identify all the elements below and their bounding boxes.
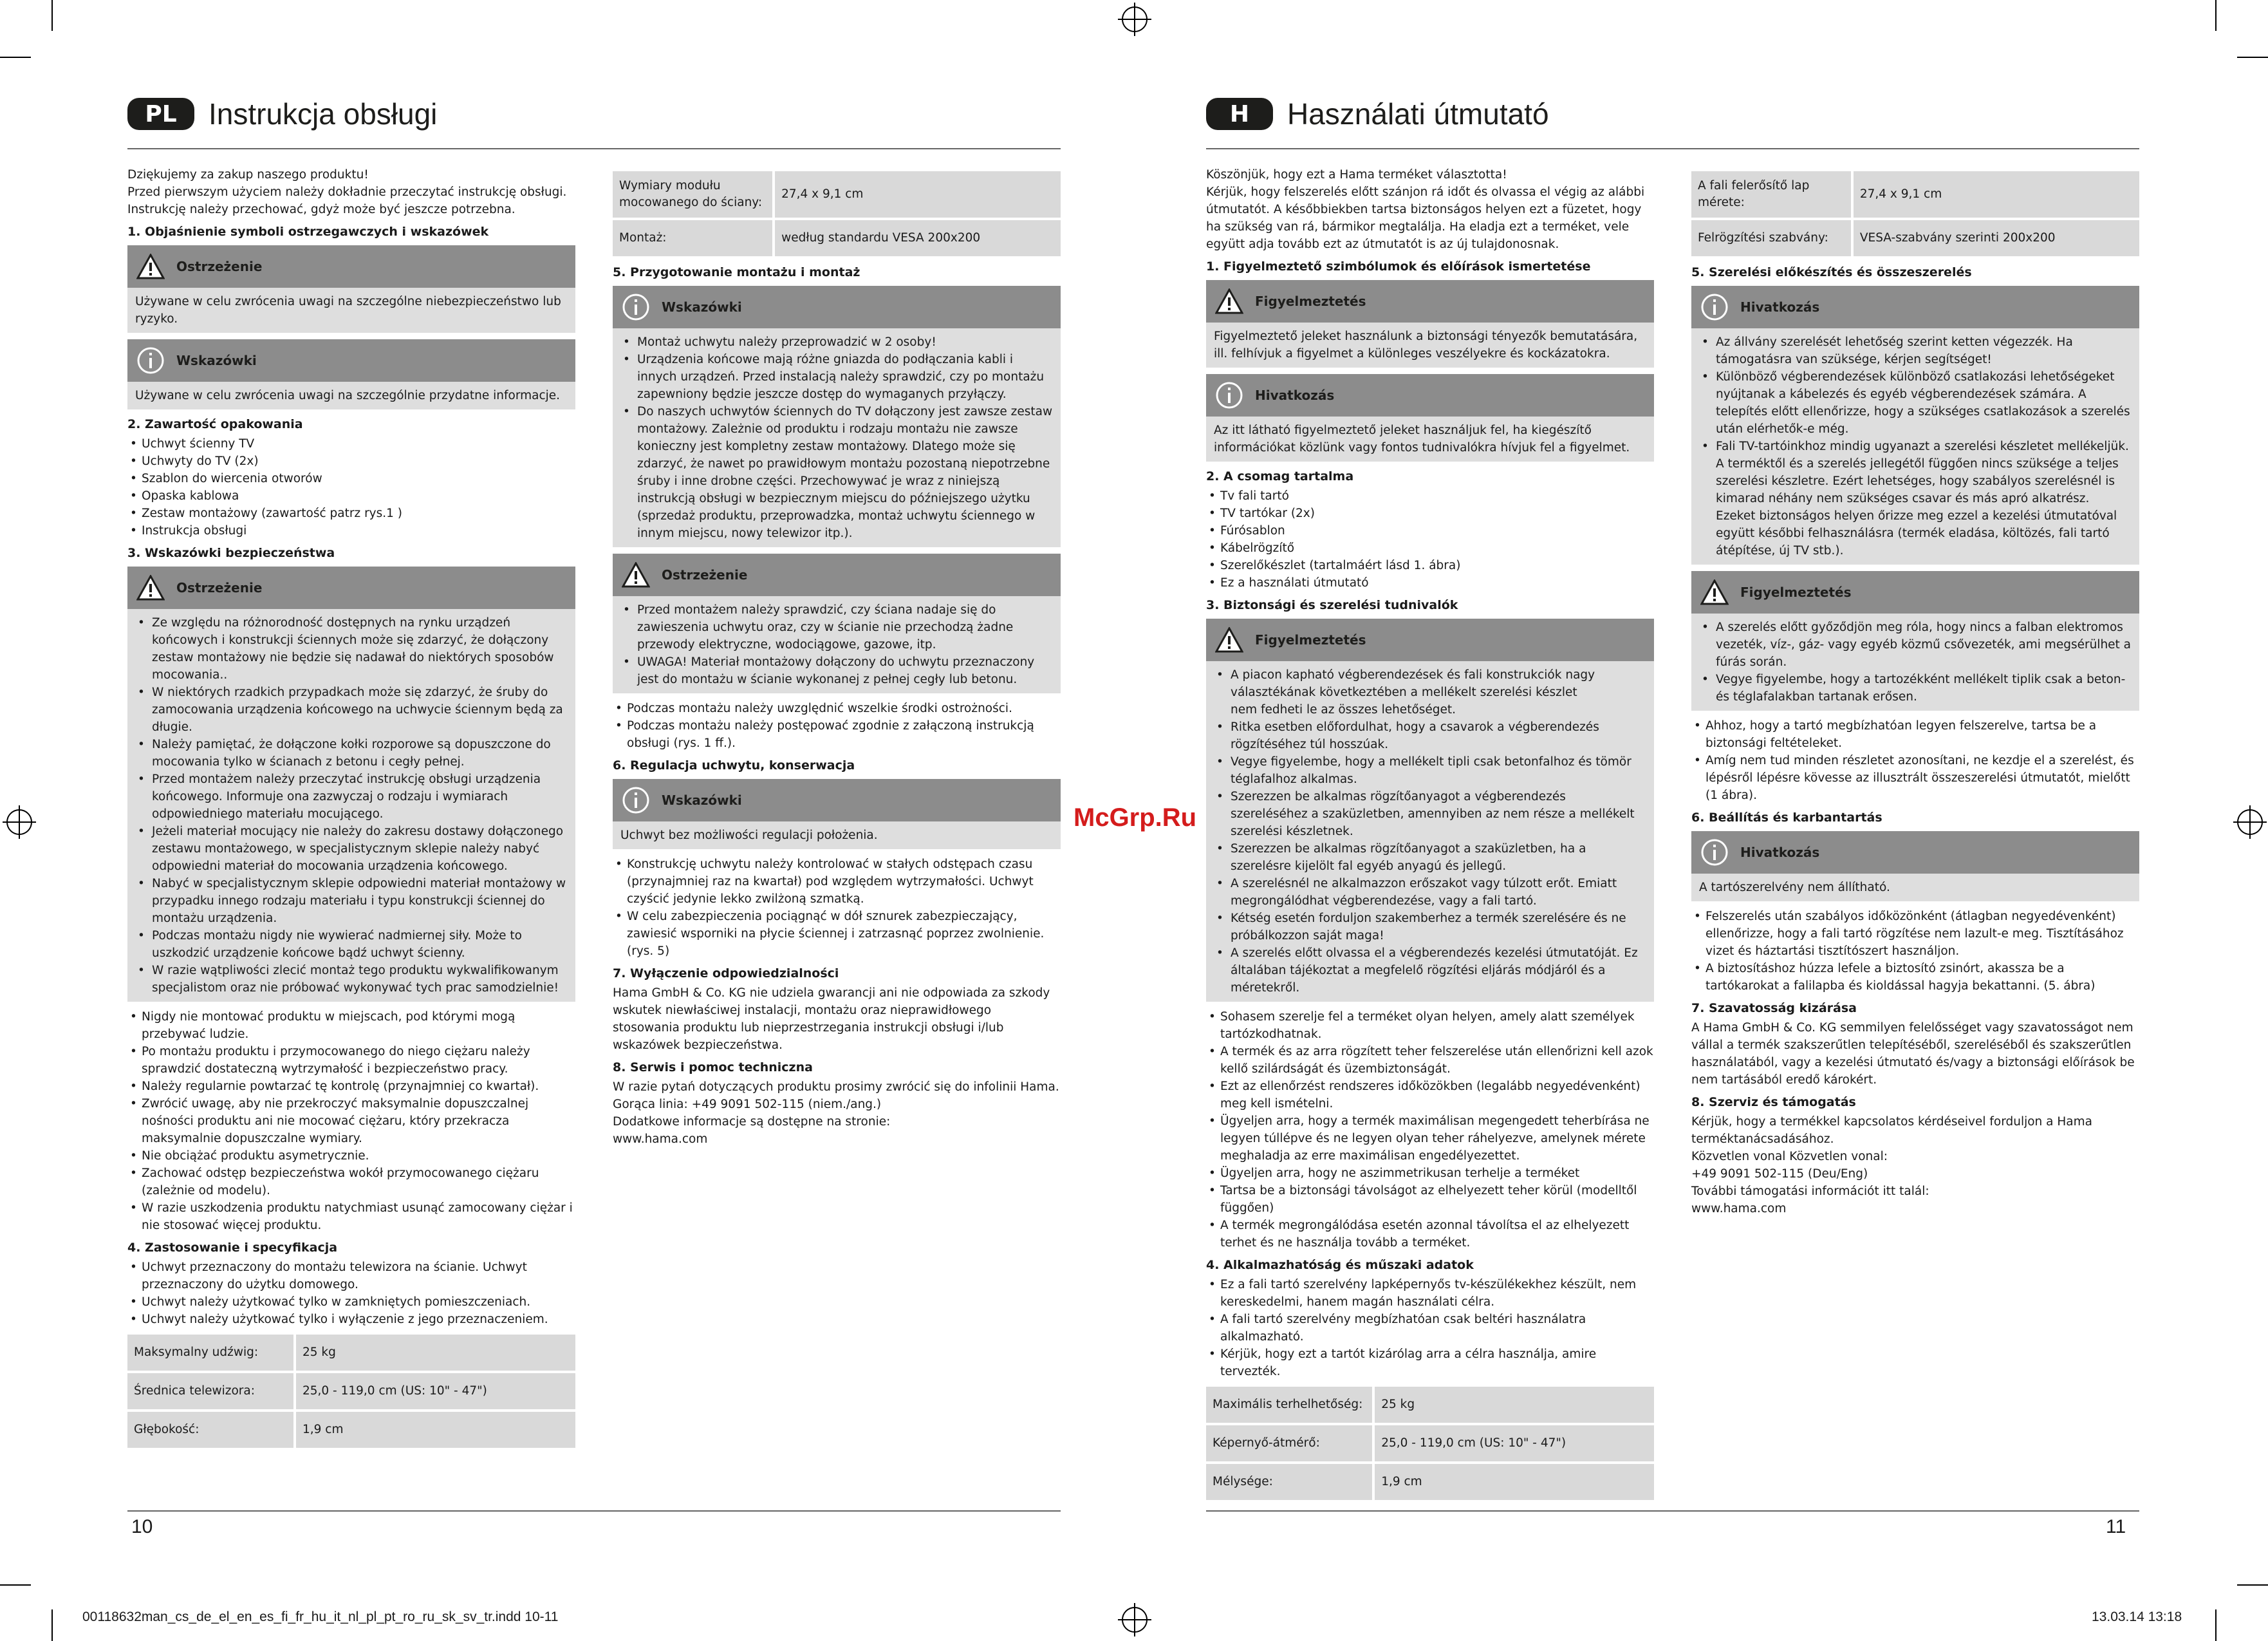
warning-label: Ostrzeżenie — [662, 567, 748, 583]
list-item: • Felszerelés után szabályos időközönként (átlagban negyedévenként) ellenőrizze, hogy a fali tartó rögzítése nem lazult-e meg. Tisztításához vizet és háztartási tisztítószert használjon. — [1691, 908, 2139, 960]
warning-box — [1691, 571, 2139, 711]
spec-value: 1,9 cm — [296, 1412, 575, 1448]
spec-value: VESA-szabvány szerinti 200x200 — [1854, 220, 2139, 256]
spec-value: 27,4 x 9,1 cm — [775, 171, 1061, 218]
section-title: 3. Biztonsági és szerelési tudnivalók — [1206, 598, 1458, 612]
section-title: 8. Szerviz és támogatás — [1691, 1095, 1856, 1109]
warning-header — [1691, 571, 2139, 614]
list-item: • Po montażu produktu i przymocowanego do niego ciężaru należy sprawdzić dostateczną wytrzymałość i bezpieczeństwo pracy. — [127, 1043, 575, 1078]
info-icon — [136, 346, 165, 375]
spec-label: Felrögzítési szabvány: — [1691, 220, 1851, 256]
list-item: • Ügyeljen arra, hogy a termék maximálisan megengedett teherbírása ne legyen túllépve és ne legyen olyan teher ráhelyezve, amelynek mérete meghaladja az erre maximálisan engedélyezettet. — [1206, 1112, 1654, 1165]
list-item: • Kétség esetén forduljon szakemberhez a termék szerelésére és ne próbálkozzon saját maga! — [1214, 910, 1646, 944]
warning-triangle-icon — [1215, 287, 1243, 315]
table-row — [1206, 1464, 1654, 1500]
warning-triangle-icon — [1700, 578, 1729, 606]
list-item: • Uchwyt przeznaczony do montażu telewizora na ścianie. Uchwyt przeznaczony do użytku domowego. — [127, 1259, 575, 1293]
header-divider — [127, 148, 1061, 149]
list-item: • TV tartókar (2x) — [1206, 505, 1654, 522]
list-item: • W razie uszkodzenia produktu natychmiast usunąć zamocowany ciężar i nie stosować więcej produktu. — [127, 1199, 575, 1234]
spec-label: Maximális terhelhetőség: — [1206, 1387, 1372, 1423]
info-icon — [1700, 293, 1729, 321]
list-item: • A termék megrongálódása esetén azonnal távolítsa el az elhelyezett terhet és ne használja tovább a terméket. — [1206, 1217, 1654, 1252]
service-text: Kérjük, hogy a termékkel kapcsolatos kérdéseivel forduljon a Hama terméktanácsadásához. Közvetlen vonal Közvetlen vonal: +49 9091 502-115 (Deu/Eng) További támogatási információt itt talál: www.hama.com — [1691, 1115, 2092, 1215]
list-item: • Tartsa be a biztonsági távolságot az elhelyezett teher körül (modelltől függően) — [1206, 1182, 1654, 1217]
warning-box — [127, 567, 575, 1002]
list-item: • Konstrukcję uchwytu należy kontrolować w stałych odstępach czasu (przynajmniej raz na kwartał) pod względem wytrzymałości. Uchwyt czyścić jedynie lekko zwilżoną szmatką. — [613, 856, 1061, 908]
list-item: • A szerelésnél ne alkalmazzon erőszakot vagy túlzott erőt. Emiatt megrongálódhat végberendezése, vagy a fali tartó. — [1214, 875, 1646, 910]
list-item: • Uchwyt ścienny TV — [127, 435, 575, 453]
list-item: • A szerelés előtt olvassa el a végberendezés kezelési útmutatóját. Ez általában tájékoztat a megfelelő rögzítési eljárás módjáról és a méretekről. — [1214, 944, 1646, 997]
spec-label: Maksymalny udźwig: — [127, 1335, 293, 1371]
footer-divider — [127, 1510, 1061, 1512]
warning-list — [1214, 666, 1646, 997]
hint-header — [1206, 374, 1654, 417]
spec-label: Średnica telewizora: — [127, 1373, 293, 1409]
hint-list — [1699, 333, 2132, 559]
list-item: • Sohasem szerelje fel a terméket olyan helyen, amely alatt személyek tartózkodhatnak. — [1206, 1008, 1654, 1043]
warning-header — [1206, 619, 1654, 661]
section-title: 4. Alkalmazhatóság és műszaki adatok — [1206, 1258, 1474, 1272]
hint-body — [613, 328, 1061, 547]
page-number: 10 — [131, 1516, 153, 1537]
list-item: • Uchwyty do TV (2x) — [127, 453, 575, 470]
warning-list — [620, 601, 1053, 688]
hint-text: Używane w celu zwrócenia uwagi na szczególnie przydatne informacje. — [127, 382, 575, 409]
list-item: • Ahhoz, hogy a tartó megbízhatóan legyen felszerelve, tartsa be a biztonsági feltételeket. — [1691, 717, 2139, 752]
usage-list — [127, 1259, 575, 1328]
hint-header — [127, 339, 575, 382]
spec-table — [1689, 169, 2142, 259]
table-row — [1691, 171, 2139, 218]
section-title: 6. Beállítás és karbantartás — [1691, 811, 1882, 825]
hint-text: A tartószerelvény nem állítható. — [1691, 874, 2139, 901]
safety-list — [127, 1008, 575, 1234]
footer-divider — [1206, 1510, 2139, 1512]
print-filename: 00118632man_cs_de_el_en_es_fi_fr_hu_it_nl_pl_pt_ro_ru_sk_sv_tr.indd 10-11 — [82, 1609, 559, 1624]
spec-value: 27,4 x 9,1 cm — [1854, 171, 2139, 218]
list-item: • Tv fali tartó — [1206, 487, 1654, 505]
hint-box — [613, 779, 1061, 849]
warning-text: Figyelmeztető jeleket használunk a biztonsági tényezők bemutatására, ill. felhívjuk a figyelmet a különleges veszélyekre és kockázatokra. — [1206, 323, 1654, 368]
warning-text: Używane w celu zwrócenia uwagi na szczególne niebezpieczeństwo lub ryzyko. — [127, 288, 575, 333]
spec-label: Montaż: — [613, 220, 772, 256]
usage-list — [1206, 1276, 1654, 1380]
list-item: • W niektórych rzadkich przypadkach może się zdarzyć, że śruby do zamocowania urządzenia końcowego na uchwycie ściennym będą za długie. — [135, 684, 568, 736]
intro-text: Köszönjük, hogy ezt a Hama terméket választotta! Kérjük, hogy felszerelés előtt szánjon rá időt és olvassa el végig az alábbi útmutatót. A későbbiekben tartsa biztonságos helyen ezt a füzetet, hogy ha szükség van rá, bármikor megtalálja. Ha eladja ezt a terméket, vele együtt adja tovább ezt az útmutatót is az új tulajdonosnak. — [1206, 168, 1645, 251]
spec-table — [125, 1332, 578, 1450]
hint-box — [613, 286, 1061, 547]
hint-list — [620, 333, 1053, 542]
list-item: • Zachować odstęp bezpieczeństwa wokół przymocowanego ciężaru (zależnie od modelu). — [127, 1165, 575, 1199]
list-item: • Kábelrögzítő — [1206, 539, 1654, 557]
warning-triangle-icon — [622, 561, 650, 589]
spec-table — [1204, 1384, 1657, 1503]
list-item: • Urządzenia końcowe mają różne gniazda do podłączania kabli i innych urządzeń. Przed instalacją należy sprawdzić, czy po montażu zapewniony będzie jeszcze dostęp do wymaganych przyłączy. — [620, 351, 1053, 403]
list-item: • Montaż uchwytu należy przeprowadzić w 2 osoby! — [620, 333, 1053, 351]
warning-triangle-icon — [136, 252, 165, 281]
hint-label: Hivatkozás — [1255, 388, 1335, 403]
list-item: • Az állvány szerelését lehetőség szerint ketten végezzék. Ha támogatásra van szüksége, kérjen segítséget! — [1699, 333, 2132, 368]
page-number: 11 — [2106, 1516, 2126, 1537]
warning-label: Figyelmeztetés — [1255, 632, 1366, 648]
warning-header — [127, 567, 575, 609]
language-badge: H — [1206, 98, 1273, 130]
hint-box — [1206, 374, 1654, 462]
spec-value: 25 kg — [1375, 1387, 1654, 1423]
section-title: 1. Objaśnienie symboli ostrzegawczych i wskazówek — [127, 225, 489, 239]
list-item: • A termék és az arra rögzített teher felszerelése után ellenőrizni kell azok kellő szilárdságát és üzembiztonságát. — [1206, 1043, 1654, 1078]
warning-box — [613, 554, 1061, 693]
table-row — [127, 1373, 575, 1409]
section-title: 8. Serwis i pomoc techniczna — [613, 1060, 813, 1074]
list-item: • Podczas montażu należy uwzględnić wszelkie środki ostrożności. — [613, 700, 1061, 717]
spec-value: 25,0 - 119,0 cm (US: 10" - 47") — [296, 1373, 575, 1409]
list-item: • Nie obciążać produktu asymetrycznie. — [127, 1147, 575, 1165]
disclaimer-text: Hama GmbH & Co. KG nie udziela gwarancji ani nie odpowiada za szkody wskutek niewłaściwej instalacji, montażu oraz nieprawidłowego stosowania produktu lub nieprzestrzegania instrukcji obsługi i/lub wskazówek bezpieczeństwa. — [613, 986, 1050, 1052]
hint-header — [1691, 831, 2139, 874]
disclaimer-text: A Hama GmbH & Co. KG semmilyen felelősséget vagy szavatosságot nem vállal a termék szakszerűtlen telepítéséből, szereléséből és szakszerűtlen használatából, vagy a kezelési útmutató és/vagy a biztonsági előírások be nem tartásából eredő károkért. — [1691, 1021, 2135, 1087]
spec-table — [610, 169, 1063, 259]
watermark: McGrp.Ru — [1074, 803, 1197, 832]
table-row — [1206, 1425, 1654, 1461]
section-title: 1. Figyelmeztető szimbólumok és előírások ismertetése — [1206, 259, 1591, 274]
package-contents-list — [1206, 487, 1654, 592]
warning-box — [1206, 280, 1654, 368]
list-item: • Szerezzen be alkalmas rögzítőanyagot a szaküzletben, ha a szerelésre kijelölt fal egyéb anyagú és jellegű. — [1214, 840, 1646, 875]
section-title: 2. A csomag tartalma — [1206, 469, 1354, 483]
hint-label: Wskazówki — [662, 792, 742, 808]
list-item: • Szerelőkészlet (tartalmáért lásd 1. ábra) — [1206, 557, 1654, 574]
list-item: • W celu zabezpieczenia pociągnąć w dół sznurek zabezpieczający, zawiesić wsporniki na płycie ściennej i zatrzasnąć poprzez zwolnienie. (rys. 5) — [613, 908, 1061, 960]
section-title: 4. Zastosowanie i specyfikacja — [127, 1241, 338, 1255]
hint-text: Az itt látható figyelmeztető jeleket használjuk fel, ha kiegészítő információkat közlünk vagy fontos tudnivalókra hívjuk fel a figyelmet. — [1206, 417, 1654, 462]
spec-label: A fali felerősítő lap mérete: — [1691, 171, 1851, 218]
list-item: • Vegye figyelembe, hogy a mellékelt tipli csak betonfalhoz és tömör téglafalhoz alkalmas. — [1214, 753, 1646, 788]
safety-list — [1206, 1008, 1654, 1252]
warning-body — [1206, 661, 1654, 1002]
list-item: • Nigdy nie montować produktu w miejscach, pod którymi mogą przebywać ludzie. — [127, 1008, 575, 1043]
column-4 — [1691, 169, 2139, 1217]
warning-header — [1206, 280, 1654, 323]
list-item: • Do naszych uchwytów ściennych do TV dołączony jest zawsze zestaw montażowy. Zależnie od produktu i rodzaju montażu nie zawsze konieczny jest kompletny zestaw montażowy. Dlatego może się zdarzyć, że nawet po prawidłowym montażu pozostaną niepotrzebne śruby i inne drobne części. Przechowywać je wraz z niniejszą instrukcją obsługi w bezpiecznym miejscu do późniejszego użytku (sprzedaż produktu, przeprowadzka, montaż uchwytu ściennego w innym miejscu, nowy telewizor itp.). — [620, 403, 1053, 542]
warning-box — [127, 245, 575, 333]
list-item: • Należy pamiętać, że dołączone kołki rozporowe są dopuszczone do mocowania tylko w ścianach z betonu i cegły pełnej. — [135, 736, 568, 771]
warning-label: Ostrzeżenie — [176, 580, 263, 595]
list-item: • Opaska kablowa — [127, 487, 575, 505]
page-header — [1206, 95, 1549, 133]
info-icon — [1215, 381, 1243, 409]
warning-box — [1206, 619, 1654, 1002]
mounting-list — [613, 700, 1061, 752]
list-item: • Podczas montażu należy postępować zgodnie z załączoną instrukcją obsługi (rys. 1 ff.). — [613, 717, 1061, 752]
list-item: • Különböző végberendezések különböző csatlakozási lehetőségeket nyújtanak a kábelezés és egyéb végberendezések számára. A telepítés előtt ellenőrizze, hogy a szükséges csatlakozások a szerelés után elérhetők-e még. — [1699, 368, 2132, 438]
table-row — [613, 171, 1061, 218]
hint-box — [127, 339, 575, 409]
page-title: Instrukcja obsługi — [209, 97, 438, 131]
list-item: • W razie wątpliwości zlecić montaż tego produktu wykwalifikowanym specjalistom oraz nie próbować wykonywać tych prac samodzielnie! — [135, 962, 568, 997]
spec-value: według standardu VESA 200x200 — [775, 220, 1061, 256]
column-1 — [127, 166, 575, 1454]
spec-label: Wymiary modułu mocowanego do ściany: — [613, 171, 772, 218]
list-item: • Uchwyt należy użytkować tylko i wyłączenie z jego przeznaczeniem. — [127, 1311, 575, 1328]
package-contents-list — [127, 435, 575, 539]
info-icon — [622, 293, 650, 321]
table-row — [127, 1412, 575, 1448]
spec-label: Głębokość: — [127, 1412, 293, 1448]
hint-body — [1691, 328, 2139, 565]
list-item: • Zestaw montażowy (zawartość patrz rys.1 ) — [127, 505, 575, 522]
list-item: • Ritka esetben előfordulhat, hogy a csavarok a végberendezés rögzítéséhez túl hosszúak. — [1214, 718, 1646, 753]
warning-body — [1691, 614, 2139, 711]
list-item: • Ez a fali tartó szerelvény lapképernyős tv-készülékekhez készült, nem kereskedelmi, hanem magán használati célra. — [1206, 1276, 1654, 1311]
list-item: • UWAGA! Materiał montażowy dołączony do uchwytu przeznaczony jest do montażu w ścianie wykonanej z pełnej cegły lub betonu. — [620, 653, 1053, 688]
section-title: 3. Wskazówki bezpieczeństwa — [127, 546, 335, 560]
page-title: Használati útmutató — [1287, 97, 1549, 131]
hint-header — [613, 286, 1061, 328]
hint-label: Hivatkozás — [1740, 299, 1820, 315]
section-title: 7. Szavatosság kizárása — [1691, 1001, 1857, 1015]
list-item: • Szerezzen be alkalmas rögzítőanyagot a végberendezés szereléséhez a szaküzletben, amennyiben az nem része a mellékelt szerelési készletnek. — [1214, 788, 1646, 840]
list-item: • A szerelés előtt győződjön meg róla, hogy nincs a falban elektromos vezeték, víz-, gáz- vagy egyéb közmű csővezeték, ami megsérülhet a fúrás során. — [1699, 619, 2132, 671]
spec-label: Képernyő-átmérő: — [1206, 1425, 1372, 1461]
column-3 — [1206, 166, 1654, 1506]
warning-label: Ostrzeżenie — [176, 259, 263, 274]
warning-list — [1699, 619, 2132, 706]
list-item: • Szablon do wiercenia otworów — [127, 470, 575, 487]
section-title: 5. Szerelési előkészítés és összeszerelés — [1691, 265, 1972, 279]
warning-triangle-icon — [136, 574, 165, 602]
list-item: • Kérjük, hogy ezt a tartót kizárólag arra a célra használja, amire tervezték. — [1206, 1346, 1654, 1380]
hint-header — [613, 779, 1061, 821]
list-item: • A fali tartó szerelvény megbízhatóan csak beltéri használatra alkalmazható. — [1206, 1311, 1654, 1346]
print-date: 13.03.14 13:18 — [2092, 1609, 2182, 1624]
list-item: • Przed montażem należy sprawdzić, czy ściana nadaje się do zawieszenia uchwytu oraz, czy w ścianie nie przechodzą żadne przewody elektryczne, wodociągowe, gazowe, itp. — [620, 601, 1053, 653]
hint-box — [1691, 286, 2139, 565]
section-title: 7. Wyłączenie odpowiedzialności — [613, 966, 839, 980]
warning-label: Figyelmeztetés — [1255, 294, 1366, 309]
list-item: • Fúrósablon — [1206, 522, 1654, 539]
list-item: • Przed montażem należy przeczytać instrukcję obsługi urządzenia końcowego. Informuje ona zazwyczaj o rodzaju i wymiarach odpowiedniego materiału mocującego. — [135, 771, 568, 823]
warning-header — [613, 554, 1061, 596]
section-title: 5. Przygotowanie montażu i montaż — [613, 265, 860, 279]
hint-text: Uchwyt bez możliwości regulacji położenia. — [613, 821, 1061, 849]
table-row — [1206, 1387, 1654, 1423]
header-divider — [1206, 148, 2139, 149]
hint-label: Wskazówki — [662, 299, 742, 315]
spec-value: 1,9 cm — [1375, 1464, 1654, 1500]
list-item: • Ze względu na różnorodność dostępnych na rynku urządzeń końcowych i konstrukcji ściennych może się zdarzyć, że dołączony zestaw montażowy nie będzie się nadawał do niektórych sposobów mocowania.. — [135, 614, 568, 684]
column-2 — [613, 169, 1061, 1148]
hint-header — [1691, 286, 2139, 328]
section-title: 2. Zawartość opakowania — [127, 417, 303, 431]
list-item: • Vegye figyelembe, hogy a tartozékként mellékelt tiplik csak a beton- és téglafalakban tartanak erősen. — [1699, 671, 2132, 706]
table-row — [613, 220, 1061, 256]
table-row — [1691, 220, 2139, 256]
spec-value: 25,0 - 119,0 cm (US: 10" - 47") — [1375, 1425, 1654, 1461]
spec-value: 25 kg — [296, 1335, 575, 1371]
list-item: • Uchwyt należy użytkować tylko w zamkniętych pomieszczeniach. — [127, 1293, 575, 1311]
language-badge: PL — [127, 98, 194, 130]
list-item: • Nabyć w specjalistycznym sklepie odpowiedni materiał montażowy w przypadku innego rodzaju materiału i typu konstrukcji ściennej do montażu urządzenia. — [135, 875, 568, 927]
list-item: • Ezt az ellenőrzést rendszeres időközökben (legalább negyedévenként) meg kell ismételni. — [1206, 1078, 1654, 1112]
warning-body — [613, 596, 1061, 693]
section-title: 6. Regulacja uchwytu, konserwacja — [613, 758, 855, 773]
service-text: W razie pytań dotyczących produktu prosimy zwrócić się do infolinii Hama. Gorąca linia: +49 9091 502-115 (niem./ang.) Dodatkowe informacje są dostępne na stronie: www.hama.com — [613, 1080, 1059, 1146]
hint-label: Wskazówki — [176, 353, 257, 368]
warning-body — [127, 609, 575, 1002]
list-item: • Instrukcja obsługi — [127, 522, 575, 539]
list-item: • Należy regularnie powtarzać tę kontrolę (przynajmniej co kwartał). — [127, 1078, 575, 1095]
page-header — [127, 95, 437, 133]
list-item: • Amíg nem tud minden részletet azonosítani, ne kezdje el a szerelést, és lépésről lépésre kövesse az illusztrált összeszerelési útmutatót, mielőtt (1 ábra). — [1691, 752, 2139, 804]
spec-label: Mélysége: — [1206, 1464, 1372, 1500]
hint-label: Hivatkozás — [1740, 845, 1820, 860]
list-item: • Ez a használati útmutató — [1206, 574, 1654, 592]
warning-triangle-icon — [1215, 626, 1243, 654]
list-item: • Ügyeljen arra, hogy ne aszimmetrikusan terhelje a terméket — [1206, 1165, 1654, 1182]
list-item: • Fali TV-tartóinkhoz mindig ugyanazt a szerelési készletet mellékeljük. A terméktől és a szerelés jellegétől függően nincs szüksége a teljes szerelési készletre. Ezért lehetséges, hogy szabályos szerelésnél is kimarad néhány nem szükséges csavar és más apró alkatrész. Ezeket biztonságos helyen őrizze meg ezzel a kezelési útmutatóval együtt későbbi felhasználásra (termék eladása, költözés, fali tartó átépítése, új TV stb.). — [1699, 438, 2132, 559]
hint-box — [1691, 831, 2139, 901]
list-item: • Jeżeli materiał mocujący nie należy do zakresu dostawy dołączonego zestawu montażowego, w specjalistycznym sklepie należy nabyć odpowiedni materiał do mocowania urządzenia końcowego. — [135, 823, 568, 875]
list-item: • A piacon kapható végberendezések és fali konstrukciók nagy választékának következtében a mellékelt szerelési készlet nem fedheti le az összes lehetőséget. — [1214, 666, 1646, 718]
warning-header — [127, 245, 575, 288]
maintenance-list — [1691, 908, 2139, 995]
maintenance-list — [613, 856, 1061, 960]
page-right — [1134, 0, 2268, 1641]
warning-label: Figyelmeztetés — [1740, 585, 1852, 600]
warning-list — [135, 614, 568, 997]
info-icon — [622, 786, 650, 814]
info-icon — [1700, 838, 1729, 867]
list-item: • Zwrócić uwagę, aby nie przekroczyć maksymalnie dopuszczalnej nośności produktu ani nie mocować ciężaru, który przekracza maksymalnie dopuszczalne wymiary. — [127, 1095, 575, 1147]
table-row — [127, 1335, 575, 1371]
intro-text: Dziękujemy za zakup naszego produktu! Przed pierwszym użyciem należy dokładnie przeczytać instrukcję obsługi. Instrukcję należy przechować, gdyż może być jeszcze potrzebna. — [127, 168, 567, 216]
mounting-list — [1691, 717, 2139, 804]
list-item: • Podczas montażu nigdy nie wywierać nadmiernej siły. Może to uszkodzić urządzenie końcowe bądź uchwyt ścienny. — [135, 927, 568, 962]
list-item: • A biztosításhoz húzza lefele a biztosító zsinórt, akassza be a tartókarokat a falilapba és kioldással hagyja bekattanni. (5. ábra) — [1691, 960, 2139, 995]
